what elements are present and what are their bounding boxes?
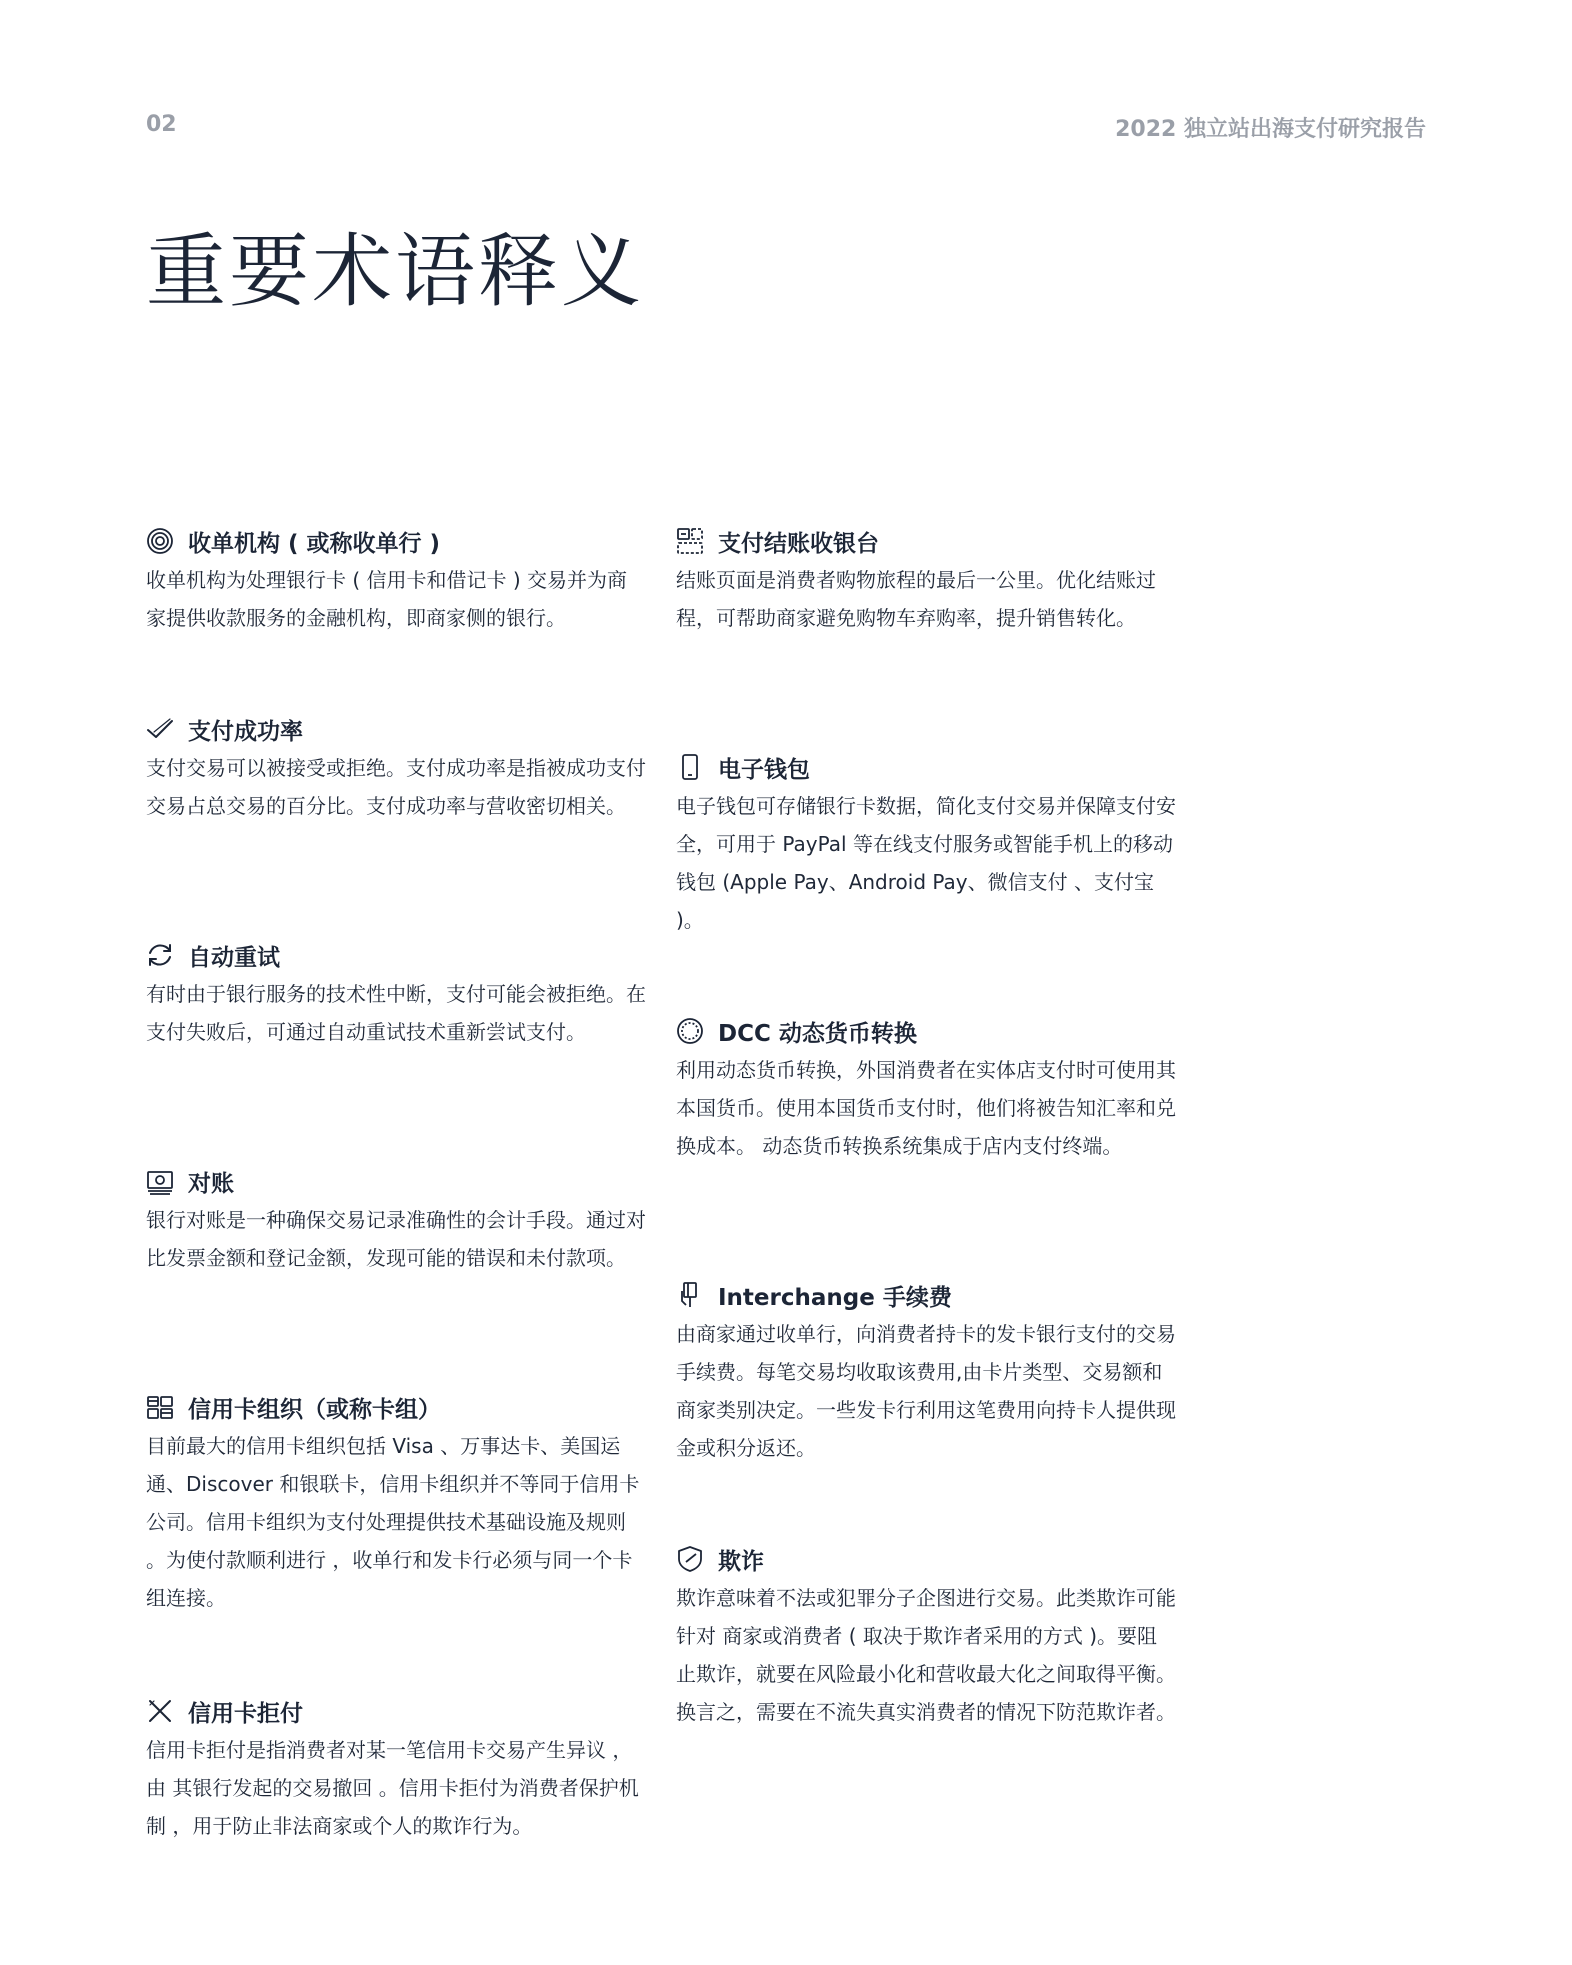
term-description: 电子钱包可存储银行卡数据，简化支付交易并保障支付安全，可用于 PayPal 等在线支付服务或智能手机上的移动钱包 (Apple Pay、Android Pay、微信支付 、支付宝 )。: [676, 794, 1176, 932]
term-title: Interchange 手续费: [718, 1284, 952, 1311]
term-success-rate: [146, 712, 646, 825]
card-grid-icon: [146, 1393, 174, 1421]
term-auto-retry: [146, 938, 646, 1051]
term-title: 电子钱包: [718, 756, 810, 783]
term-title: 收单机构 ( 或称收单行 ): [188, 530, 441, 557]
term-description: 结账页面是消费者购物旅程的最后一公里。优化结账过程，可帮助商家避免购物车弃购率，提升销售转化。: [676, 568, 1156, 630]
term-e-wallet: [676, 750, 1176, 939]
phone-icon: [676, 753, 704, 781]
term-reconciliation: [146, 1164, 646, 1277]
term-acquirer: [146, 524, 646, 637]
banknote-icon: [146, 1167, 174, 1195]
cross-icon: [146, 1697, 174, 1725]
page-title: 重要术语释义: [146, 225, 644, 318]
term-card-network: [146, 1390, 646, 1617]
term-title: 信用卡组织（或称卡组）: [188, 1396, 441, 1423]
target-icon: [146, 527, 174, 555]
term-title: DCC 动态货币转换: [718, 1020, 917, 1047]
checkout-icon: [676, 527, 704, 555]
card-swipe-icon: [676, 1281, 704, 1309]
term-checkout: [676, 524, 1176, 637]
term-title: 支付成功率: [188, 718, 303, 745]
term-title: 支付结账收银台: [718, 530, 879, 557]
refresh-icon: [146, 941, 174, 969]
term-description: 利用动态货币转换，外国消费者在实体店支付时可使用其本国货币。使用本国货币支付时，他们将被告知汇率和兑换成本。 动态货币转换系统集成于店内支付终端。: [676, 1058, 1176, 1158]
term-description: 银行对账是一种确保交易记录准确性的会计手段。通过对比发票金额和登记金额，发现可能的错误和未付款项。: [146, 1208, 646, 1270]
checkmark-icon: [146, 715, 174, 743]
term-chargeback: [146, 1694, 646, 1845]
term-description: 欺诈意味着不法或犯罪分子企图进行交易。此类欺诈可能针对 商家或消费者 ( 取决于欺诈者采用的方式 )。要阻止欺诈，就要在风险最小化和营收最大化之间取得平衡。换言之，需要在不流失真实消费者的情况下防范欺诈者。: [676, 1586, 1176, 1724]
currency-coin-icon: [676, 1017, 704, 1045]
term-title: 自动重试: [188, 944, 280, 971]
term-title: 信用卡拒付: [188, 1700, 303, 1727]
page-number: 02: [146, 112, 177, 137]
report-title: 2022 独立站出海支付研究报告: [1115, 117, 1426, 142]
term-description: 目前最大的信用卡组织包括 Visa 、万事达卡、美国运通、Discover 和银联卡，信用卡组织并不等同于信用卡公司。信用卡组织为支付处理提供技术基础设施及规则 。为使付款顺利进行 ，收单行和发卡行必须与同一个卡组连接。: [146, 1434, 640, 1610]
term-fraud: [676, 1542, 1176, 1731]
term-dcc: [676, 1014, 1176, 1165]
term-title: 对账: [188, 1170, 234, 1197]
term-description: 由商家通过收单行，向消费者持卡的发卡银行支付的交易手续费。每笔交易均收取该费用,由卡片类型、交易额和商家类别决定。一些发卡行利用这笔费用向持卡人提供现金或积分返还。: [676, 1322, 1176, 1460]
shield-icon: [676, 1545, 704, 1573]
term-description: 信用卡拒付是指消费者对某一笔信用卡交易产生异议 ，由 其银行发起的交易撤回 。信用卡拒付为消费者保护机制 ，用于防止非法商家或个人的欺诈行为。: [146, 1738, 639, 1838]
term-interchange-fee: [676, 1278, 1176, 1467]
term-title: 欺诈: [718, 1548, 764, 1575]
term-description: 支付交易可以被接受或拒绝。支付成功率是指被成功支付交易占总交易的百分比。支付成功率与营收密切相关。: [146, 756, 646, 818]
term-description: 收单机构为处理银行卡 ( 信用卡和借记卡 ) 交易并为商家提供收款服务的金融机构，即商家侧的银行。: [146, 568, 628, 630]
term-description: 有时由于银行服务的技术性中断，支付可能会被拒绝。在支付失败后，可通过自动重试技术重新尝试支付。: [146, 982, 646, 1044]
